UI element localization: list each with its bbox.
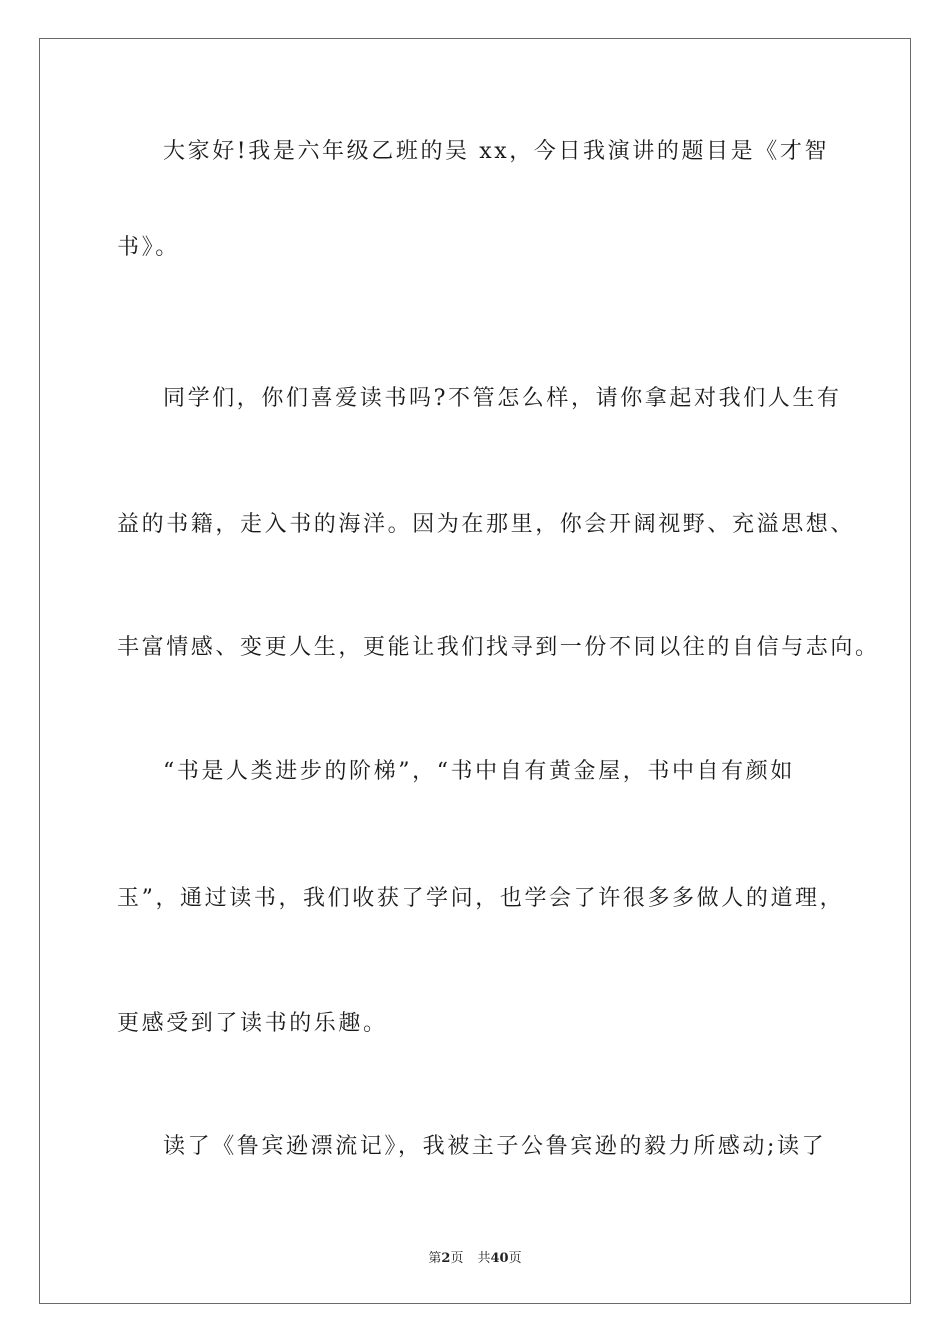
text-line-2: 书》。 <box>117 235 180 260</box>
text-line-3: 同学们，你们喜爱读书吗?不管怎么样，请你拿起对我们人生有 <box>163 386 842 411</box>
text-line-6: “书是人类进步的阶梯”，“书中自有黄金屋，书中自有颜如 <box>163 759 795 784</box>
text-line-5: 丰富情感、变更人生，更能让我们找寻到一份不同以往的自信与志向。 <box>117 635 880 660</box>
text-line-8: 更感受到了读书的乐趣。 <box>117 1011 388 1036</box>
page-footer <box>0 1247 950 1266</box>
total-prefix: 共 <box>477 1251 491 1266</box>
text-line-7: 玉”，通过读书，我们收获了学问，也学会了许很多多做人的道理， <box>117 886 845 911</box>
page-frame <box>39 38 911 1304</box>
page-suffix: 页 <box>450 1251 464 1266</box>
text-line-1: 大家好!我是六年级乙班的吴 xx，今日我演讲的题目是《才智 <box>163 139 830 164</box>
text-line-9: 读了《鲁宾逊漂流记》，我被主子公鲁宾逊的毅力所感动;读了 <box>163 1134 827 1159</box>
total-suffix: 页 <box>508 1251 522 1266</box>
page-prefix: 第 <box>428 1251 442 1266</box>
text-line-4: 益的书籍，走入书的海洋。因为在那里，你会开阔视野、充溢思想、 <box>117 512 856 537</box>
total-pages: 40 <box>490 1251 509 1266</box>
page-number: 2 <box>441 1251 451 1266</box>
